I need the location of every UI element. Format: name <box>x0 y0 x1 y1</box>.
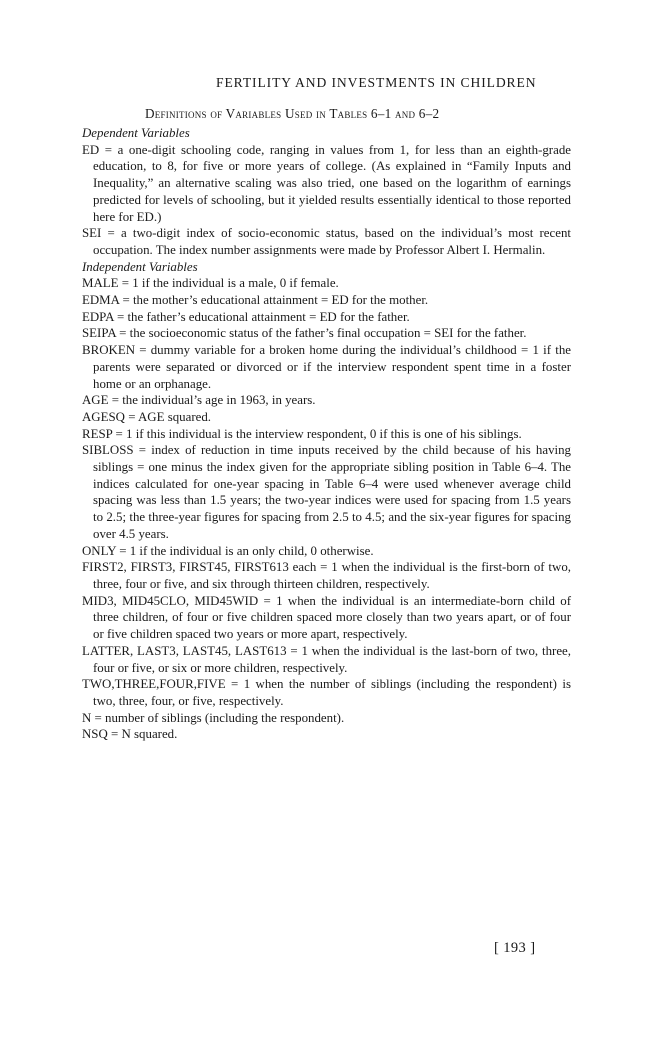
definition-entry: FIRST2, FIRST3, FIRST45, FIRST613 each = 1 when the individual is the first-born of two, three, four or five, and six through thirteen children, respectively. <box>82 560 571 591</box>
section-title-independent: Independent Variables <box>82 259 198 274</box>
section-title-dependent: Dependent Variables <box>82 126 190 140</box>
definition-entry: EDPA = the father’s educational attainment = ED for the father. <box>82 309 410 324</box>
definition-entry: ED = a one-digit schooling code, ranging in values from 1, for less than an eighth-grade education, to 8, for five or more years of college. (As explained in “Family Inputs and Inequality,” an alternative scaling was also tried, one based on the logarithm of earnings predicted for levels of schooling, but it yielded results essentially identical to those reported here for ED.) <box>82 142 571 224</box>
definition-entry: SEIPA = the socioeconomic status of the father’s final occupation = SEI for the father. <box>82 326 527 341</box>
definition-entry: AGESQ = AGE squared. <box>82 409 212 424</box>
definition-entry: LATTER, LAST3, LAST45, LAST613 = 1 when the individual is the last-born of two, three, four or five, or six or more children, respectively. <box>82 643 571 675</box>
definition-entry: SEI = a two-digit index of socio-economic status, based on the individual’s most recent occupation. The index number assignments were made by Professor Albert I. Hermalin. <box>82 226 571 257</box>
definition-entry: MALE = 1 if the individual is a male, 0 if female. <box>82 276 339 291</box>
definition-entry: EDMA = the mother’s educational attainment = ED for the mother. <box>82 293 429 308</box>
definition-entry: N = number of siblings (including the respondent). <box>82 710 345 725</box>
definition-entry: TWO,THREE,FOUR,FIVE = 1 when the number of siblings (including the respondent) is two, three, four, or five, respectively. <box>82 677 571 708</box>
definition-entry: ONLY = 1 if the individual is an only child, 0 otherwise. <box>82 543 374 558</box>
running-head: FERTILITY AND INVESTMENTS IN CHILDREN <box>216 75 537 90</box>
page-number: [ 193 ] <box>494 940 536 956</box>
definitions-body <box>82 125 571 743</box>
definition-entry: BROKEN = dummy variable for a broken home during the individual’s childhood = 1 if the parents were separated or divorced or if the interview respondent spent time in a foster home or an orphanage. <box>82 343 571 391</box>
definition-entry: SIBLOSS = index of reduction in time inputs received by the child because of his having siblings = one minus the index given for the appropriate sibling position in Table 6–4. The indices calculated for one-year spacing in Table 6–4 were used whenever average child spacing was less than 1.5 years; the two-year indices were used for spacing from 1.5 years to 2.5; the three-year figures for spacing from 2.5 to 4.5; and the six-year figures for spacing over 4.5 years. <box>82 443 571 541</box>
definition-entry: RESP = 1 if this individual is the interview respondent, 0 if this is one of his siblings. <box>82 426 522 441</box>
definition-entry: AGE = the individual’s age in 1963, in years. <box>82 393 316 408</box>
definition-entry: NSQ = N squared. <box>82 727 178 742</box>
definition-entry: MID3, MID45CLO, MID45WID = 1 when the individual is an intermediate-born child of three children, of four or five children spaced more closely than two years apart, or of four or five children spaced two years or more apart, respectively. <box>82 593 571 642</box>
table-title: Definitions of Variables Used in Tables 6–1 and 6–2 <box>145 106 440 121</box>
